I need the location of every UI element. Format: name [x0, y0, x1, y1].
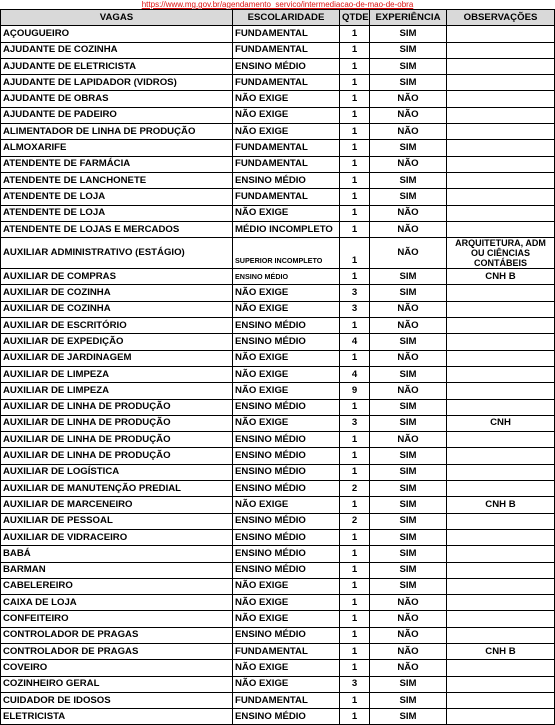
cell-vaga: AUXILIAR DE MARCENEIRO — [1, 497, 233, 513]
cell-qtde: 1 — [340, 497, 370, 513]
cell-qtde: 1 — [340, 692, 370, 708]
table-row — [1, 448, 555, 464]
cell-escolaridade: ENSINO MÉDIO — [233, 562, 340, 578]
cell-experiencia: NÃO — [370, 350, 447, 366]
table-row — [1, 676, 555, 692]
cell-observacoes — [447, 627, 555, 643]
cell-vaga: AJUDANTE DE COZINHA — [1, 42, 233, 58]
cell-observacoes — [447, 26, 555, 42]
cell-experiencia: SIM — [370, 285, 447, 301]
cell-experiencia: NÃO — [370, 221, 447, 237]
cell-qtde: 1 — [340, 221, 370, 237]
cell-experiencia: NÃO — [370, 627, 447, 643]
cell-qtde: 1 — [340, 205, 370, 221]
cell-escolaridade: NÃO EXIGE — [233, 366, 340, 382]
cell-vaga: ALMOXARIFE — [1, 140, 233, 156]
cell-vaga: ELETRICISTA — [1, 709, 233, 725]
table-row — [1, 578, 555, 594]
cell-escolaridade: NÃO EXIGE — [233, 301, 340, 317]
cell-escolaridade: FUNDAMENTAL — [233, 42, 340, 58]
cell-escolaridade: ENSINO MÉDIO — [233, 464, 340, 480]
cell-experiencia: SIM — [370, 692, 447, 708]
source-url: https://www.mg.gov.br/agendamento_servico/intermediacao-de-mao-de-obra — [141, 0, 414, 9]
cell-observacoes — [447, 42, 555, 58]
cell-qtde: 1 — [340, 529, 370, 545]
cell-qtde: 1 — [340, 350, 370, 366]
cell-vaga: AUXILIAR DE PESSOAL — [1, 513, 233, 529]
cell-qtde: 2 — [340, 513, 370, 529]
table-row — [1, 709, 555, 725]
table-row — [1, 221, 555, 237]
cell-qtde: 1 — [340, 58, 370, 74]
cell-observacoes — [447, 578, 555, 594]
cell-escolaridade: NÃO EXIGE — [233, 285, 340, 301]
cell-vaga: CONTROLADOR DE PRAGAS — [1, 643, 233, 659]
cell-vaga: AUXILIAR DE LIMPEZA — [1, 383, 233, 399]
cell-qtde: 1 — [340, 156, 370, 172]
cell-observacoes — [447, 156, 555, 172]
cell-observacoes — [447, 334, 555, 350]
cell-vaga: AUXILIAR ADMINISTRATIVO (ESTÁGIO) — [1, 238, 233, 269]
cell-escolaridade: NÃO EXIGE — [233, 611, 340, 627]
cell-qtde: 1 — [340, 578, 370, 594]
table-row — [1, 692, 555, 708]
cell-vaga: ATENDENTE DE LOJA — [1, 205, 233, 221]
cell-vaga: AJUDANTE DE LAPIDADOR (VIDROS) — [1, 75, 233, 91]
cell-experiencia: SIM — [370, 546, 447, 562]
cell-observacoes — [447, 529, 555, 545]
table-row — [1, 399, 555, 415]
cell-qtde: 1 — [340, 432, 370, 448]
cell-experiencia: SIM — [370, 578, 447, 594]
cell-escolaridade: ENSINO MÉDIO — [233, 627, 340, 643]
table-row — [1, 301, 555, 317]
cell-escolaridade: ENSINO MÉDIO — [233, 513, 340, 529]
cell-vaga: ATENDENTE DE LANCHONETE — [1, 172, 233, 188]
table-row — [1, 383, 555, 399]
cell-qtde: 9 — [340, 383, 370, 399]
cell-escolaridade: NÃO EXIGE — [233, 660, 340, 676]
cell-experiencia: SIM — [370, 26, 447, 42]
cell-observacoes — [447, 562, 555, 578]
cell-observacoes — [447, 350, 555, 366]
cell-escolaridade: ENSINO MÉDIO — [233, 529, 340, 545]
cell-qtde: 1 — [340, 42, 370, 58]
cell-observacoes — [447, 58, 555, 74]
cell-observacoes: CNH B — [447, 269, 555, 285]
cell-escolaridade: FUNDAMENTAL — [233, 26, 340, 42]
cell-experiencia: NÃO — [370, 238, 447, 269]
cell-experiencia: NÃO — [370, 660, 447, 676]
table-row — [1, 432, 555, 448]
cell-observacoes — [447, 692, 555, 708]
cell-vaga: AUXILIAR DE JARDINAGEM — [1, 350, 233, 366]
cell-qtde: 1 — [340, 643, 370, 659]
cell-escolaridade: NÃO EXIGE — [233, 124, 340, 140]
cell-vaga: AUXILIAR DE EXPEDIÇÃO — [1, 334, 233, 350]
cell-observacoes — [447, 432, 555, 448]
cell-experiencia: NÃO — [370, 318, 447, 334]
table-row — [1, 334, 555, 350]
cell-experiencia: NÃO — [370, 107, 447, 123]
table-row — [1, 562, 555, 578]
cell-observacoes — [447, 464, 555, 480]
cell-observacoes — [447, 481, 555, 497]
table-row — [1, 643, 555, 659]
cell-observacoes — [447, 366, 555, 382]
header-escolaridade: ESCOLARIDADE — [233, 10, 340, 26]
cell-escolaridade: FUNDAMENTAL — [233, 692, 340, 708]
cell-escolaridade: SUPERIOR INCOMPLETO — [233, 238, 340, 269]
cell-observacoes: CNH — [447, 415, 555, 431]
cell-vaga: AJUDANTE DE PADEIRO — [1, 107, 233, 123]
table-row — [1, 156, 555, 172]
cell-observacoes — [447, 383, 555, 399]
cell-experiencia: SIM — [370, 366, 447, 382]
cell-observacoes — [447, 285, 555, 301]
table-row — [1, 481, 555, 497]
cell-vaga: AUXILIAR DE COZINHA — [1, 301, 233, 317]
cell-vaga: CONTROLADOR DE PRAGAS — [1, 627, 233, 643]
cell-qtde: 1 — [340, 399, 370, 415]
cell-escolaridade: ENSINO MÉDIO — [233, 481, 340, 497]
table-row — [1, 124, 555, 140]
cell-observacoes — [447, 75, 555, 91]
cell-vaga: ALIMENTADOR DE LINHA DE PRODUÇÃO — [1, 124, 233, 140]
cell-experiencia: NÃO — [370, 643, 447, 659]
cell-observacoes — [447, 611, 555, 627]
cell-qtde: 4 — [340, 366, 370, 382]
cell-experiencia: SIM — [370, 140, 447, 156]
cell-qtde: 3 — [340, 301, 370, 317]
cell-experiencia: SIM — [370, 75, 447, 91]
cell-qtde: 1 — [340, 26, 370, 42]
header-experiencia: EXPERIÊNCIA — [370, 10, 447, 26]
table-row — [1, 107, 555, 123]
table-row — [1, 415, 555, 431]
cell-observacoes — [447, 709, 555, 725]
cell-vaga: AUXILIAR DE LIMPEZA — [1, 366, 233, 382]
cell-escolaridade: ENSINO MÉDIO — [233, 269, 340, 285]
cell-escolaridade: NÃO EXIGE — [233, 205, 340, 221]
cell-experiencia: SIM — [370, 415, 447, 431]
cell-observacoes: ARQUITETURA, ADM OU CIÊNCIAS CONTÁBEIS — [447, 238, 555, 269]
cell-escolaridade: FUNDAMENTAL — [233, 75, 340, 91]
cell-experiencia: SIM — [370, 269, 447, 285]
cell-experiencia: SIM — [370, 709, 447, 725]
cell-vaga: CABELEREIRO — [1, 578, 233, 594]
table-row — [1, 91, 555, 107]
cell-vaga: AUXILIAR DE MANUTENÇÃO PREDIAL — [1, 481, 233, 497]
table-row — [1, 172, 555, 188]
cell-qtde: 1 — [340, 75, 370, 91]
table-row — [1, 464, 555, 480]
cell-observacoes — [447, 546, 555, 562]
cell-qtde: 1 — [340, 189, 370, 205]
header-observacoes: OBSERVAÇÕES — [447, 10, 555, 26]
cell-experiencia: SIM — [370, 464, 447, 480]
header-qtde: QTDE — [340, 10, 370, 26]
cell-escolaridade: NÃO EXIGE — [233, 497, 340, 513]
cell-vaga: AUXILIAR DE VIDRACEIRO — [1, 529, 233, 545]
cell-observacoes — [447, 318, 555, 334]
table-row — [1, 513, 555, 529]
cell-observacoes — [447, 676, 555, 692]
cell-qtde: 1 — [340, 124, 370, 140]
cell-experiencia: NÃO — [370, 611, 447, 627]
cell-escolaridade: ENSINO MÉDIO — [233, 448, 340, 464]
cell-qtde: 4 — [340, 334, 370, 350]
cell-observacoes — [447, 91, 555, 107]
cell-experiencia: SIM — [370, 529, 447, 545]
cell-qtde: 1 — [340, 107, 370, 123]
cell-escolaridade: ENSINO MÉDIO — [233, 58, 340, 74]
cell-experiencia: NÃO — [370, 124, 447, 140]
cell-observacoes — [447, 205, 555, 221]
cell-vaga: AUXILIAR DE LINHA DE PRODUÇÃO — [1, 399, 233, 415]
table-body — [1, 26, 555, 725]
table-row — [1, 285, 555, 301]
cell-escolaridade: NÃO EXIGE — [233, 107, 340, 123]
cell-experiencia: SIM — [370, 497, 447, 513]
cell-qtde: 1 — [340, 562, 370, 578]
table-row — [1, 350, 555, 366]
table-row — [1, 318, 555, 334]
cell-escolaridade: NÃO EXIGE — [233, 383, 340, 399]
cell-escolaridade: NÃO EXIGE — [233, 595, 340, 611]
cell-experiencia: SIM — [370, 448, 447, 464]
cell-experiencia: NÃO — [370, 156, 447, 172]
table-row — [1, 75, 555, 91]
cell-experiencia: SIM — [370, 562, 447, 578]
cell-observacoes — [447, 124, 555, 140]
cell-qtde: 1 — [340, 660, 370, 676]
table-row — [1, 611, 555, 627]
cell-vaga: CUIDADOR DE IDOSOS — [1, 692, 233, 708]
table-row — [1, 497, 555, 513]
cell-experiencia: SIM — [370, 334, 447, 350]
cell-qtde: 1 — [340, 611, 370, 627]
cell-vaga: AUXILIAR DE LINHA DE PRODUÇÃO — [1, 448, 233, 464]
cell-observacoes — [447, 107, 555, 123]
cell-experiencia: SIM — [370, 481, 447, 497]
cell-vaga: ATENDENTE DE LOJA — [1, 189, 233, 205]
cell-experiencia: NÃO — [370, 432, 447, 448]
table-row — [1, 58, 555, 74]
cell-observacoes — [447, 660, 555, 676]
cell-escolaridade: NÃO EXIGE — [233, 676, 340, 692]
cell-qtde: 1 — [340, 269, 370, 285]
cell-experiencia: SIM — [370, 189, 447, 205]
cell-experiencia: NÃO — [370, 301, 447, 317]
cell-observacoes: CNH B — [447, 497, 555, 513]
cell-experiencia: NÃO — [370, 595, 447, 611]
cell-experiencia: SIM — [370, 513, 447, 529]
cell-escolaridade: NÃO EXIGE — [233, 578, 340, 594]
cell-experiencia: NÃO — [370, 383, 447, 399]
cell-escolaridade: ENSINO MÉDIO — [233, 399, 340, 415]
table-row — [1, 269, 555, 285]
cell-qtde: 3 — [340, 676, 370, 692]
cell-escolaridade: FUNDAMENTAL — [233, 140, 340, 156]
cell-qtde: 1 — [340, 140, 370, 156]
cell-vaga: ATENDENTE DE FARMÁCIA — [1, 156, 233, 172]
cell-experiencia: NÃO — [370, 205, 447, 221]
cell-escolaridade: ENSINO MÉDIO — [233, 546, 340, 562]
table-row — [1, 546, 555, 562]
cell-escolaridade: FUNDAMENTAL — [233, 643, 340, 659]
cell-qtde: 1 — [340, 709, 370, 725]
table-row — [1, 595, 555, 611]
cell-escolaridade: FUNDAMENTAL — [233, 156, 340, 172]
cell-experiencia: SIM — [370, 58, 447, 74]
cell-qtde: 1 — [340, 546, 370, 562]
cell-vaga: AUXILIAR DE COZINHA — [1, 285, 233, 301]
cell-qtde: 1 — [340, 448, 370, 464]
cell-vaga: COVEIRO — [1, 660, 233, 676]
cell-experiencia: SIM — [370, 399, 447, 415]
cell-escolaridade: ENSINO MÉDIO — [233, 172, 340, 188]
cell-observacoes — [447, 399, 555, 415]
cell-escolaridade: MÉDIO INCOMPLETO — [233, 221, 340, 237]
table-row — [1, 42, 555, 58]
cell-observacoes — [447, 221, 555, 237]
cell-observacoes: CNH B — [447, 643, 555, 659]
cell-qtde: 2 — [340, 481, 370, 497]
cell-escolaridade: ENSINO MÉDIO — [233, 318, 340, 334]
cell-vaga: AUXILIAR DE LINHA DE PRODUÇÃO — [1, 432, 233, 448]
cell-qtde: 1 — [340, 318, 370, 334]
table-row — [1, 26, 555, 42]
cell-vaga: AUXILIAR DE LOGÍSTICA — [1, 464, 233, 480]
cell-observacoes — [447, 513, 555, 529]
table-row — [1, 189, 555, 205]
table-row — [1, 238, 555, 269]
cell-observacoes — [447, 189, 555, 205]
cell-vaga: AÇOUGUEIRO — [1, 26, 233, 42]
table-row — [1, 529, 555, 545]
cell-observacoes — [447, 448, 555, 464]
table-row — [1, 140, 555, 156]
cell-vaga: BABÁ — [1, 546, 233, 562]
cell-qtde: 1 — [340, 172, 370, 188]
cell-qtde: 1 — [340, 238, 370, 269]
cell-vaga: BARMAN — [1, 562, 233, 578]
cell-experiencia: SIM — [370, 42, 447, 58]
cell-escolaridade: NÃO EXIGE — [233, 91, 340, 107]
table-row — [1, 627, 555, 643]
cell-observacoes — [447, 140, 555, 156]
table-header-row — [1, 10, 555, 26]
cell-vaga: AUXILIAR DE ESCRITÓRIO — [1, 318, 233, 334]
cell-vaga: CAIXA DE LOJA — [1, 595, 233, 611]
cell-qtde: 1 — [340, 464, 370, 480]
cell-vaga: AJUDANTE DE ELETRICISTA — [1, 58, 233, 74]
cell-experiencia: SIM — [370, 172, 447, 188]
cell-escolaridade: ENSINO MÉDIO — [233, 432, 340, 448]
cell-qtde: 3 — [340, 415, 370, 431]
header-vagas: VAGAS — [1, 10, 233, 26]
table-row — [1, 660, 555, 676]
table-row — [1, 366, 555, 382]
table-row — [1, 205, 555, 221]
cell-escolaridade: NÃO EXIGE — [233, 415, 340, 431]
job-vacancies-table — [0, 9, 555, 725]
cell-observacoes — [447, 301, 555, 317]
cell-vaga: AJUDANTE DE OBRAS — [1, 91, 233, 107]
cell-experiencia: NÃO — [370, 91, 447, 107]
cell-vaga: ATENDENTE DE LOJAS E MERCADOS — [1, 221, 233, 237]
cell-experiencia: SIM — [370, 676, 447, 692]
cell-vaga: AUXILIAR DE COMPRAS — [1, 269, 233, 285]
cell-qtde: 3 — [340, 285, 370, 301]
cell-vaga: COZINHEIRO GERAL — [1, 676, 233, 692]
cell-escolaridade: NÃO EXIGE — [233, 350, 340, 366]
cell-vaga: AUXILIAR DE LINHA DE PRODUÇÃO — [1, 415, 233, 431]
cell-observacoes — [447, 595, 555, 611]
cell-escolaridade: FUNDAMENTAL — [233, 189, 340, 205]
cell-escolaridade: ENSINO MÉDIO — [233, 709, 340, 725]
cell-escolaridade: ENSINO MÉDIO — [233, 334, 340, 350]
cell-qtde: 1 — [340, 627, 370, 643]
cell-vaga: CONFEITEIRO — [1, 611, 233, 627]
cell-qtde: 1 — [340, 595, 370, 611]
cell-qtde: 1 — [340, 91, 370, 107]
cell-observacoes — [447, 172, 555, 188]
